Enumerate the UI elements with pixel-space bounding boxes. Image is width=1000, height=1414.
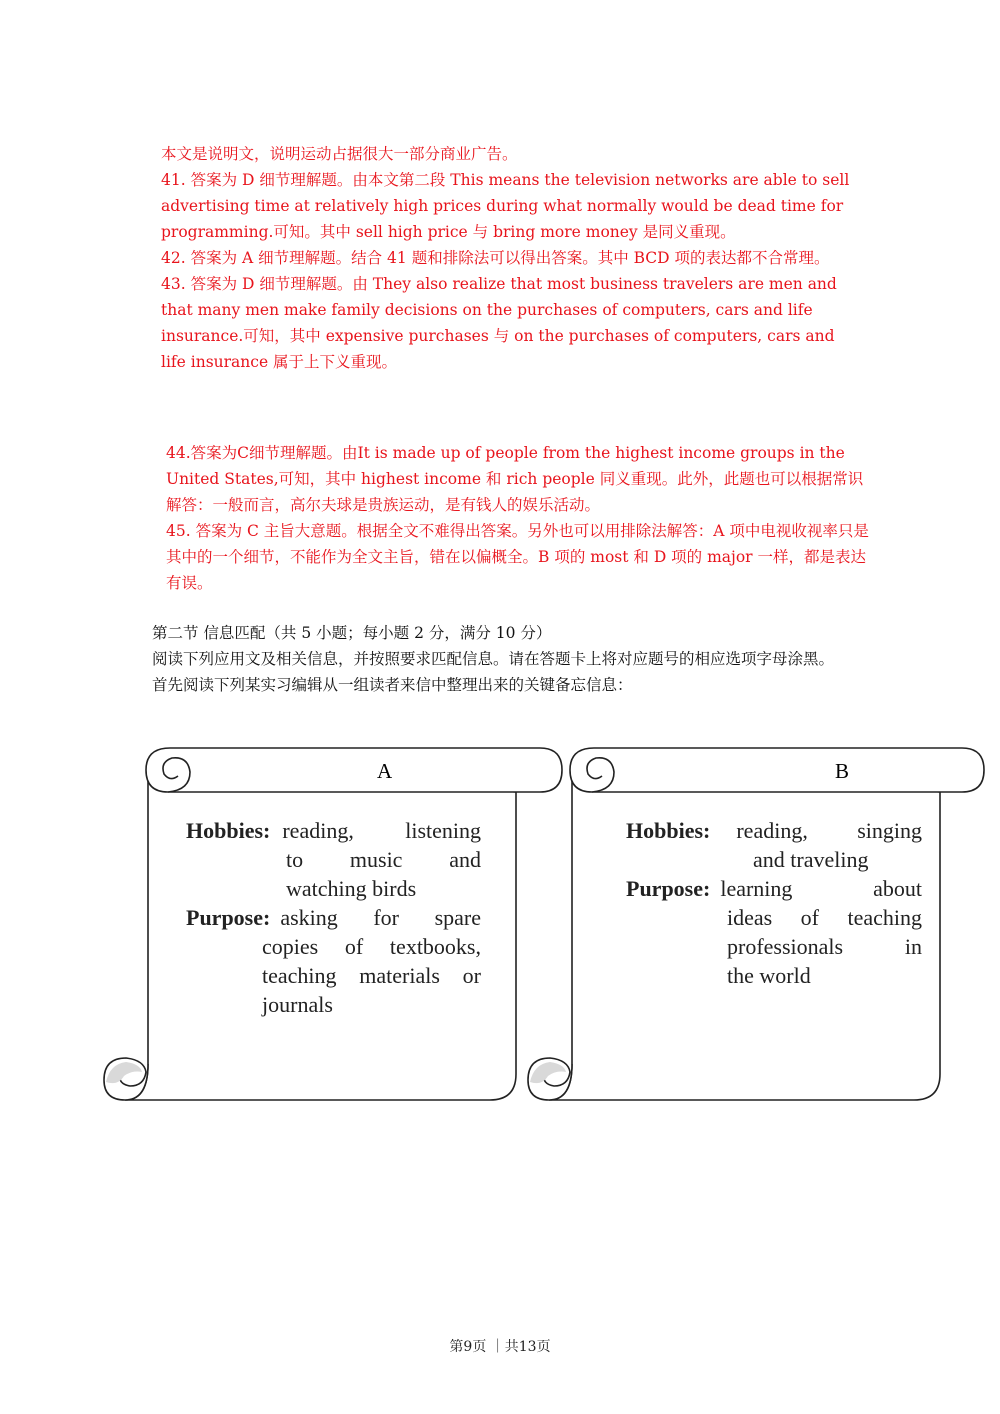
answer-41: 41. 答案为 D 细节理解题。由本文第二段 This means the television networks are able to sell advertising time at relatively high prices during what normally would be dead time for programming.可知。其中 sell high price 与 bring more money 是同义重现。 <box>161 171 850 241</box>
scroll-b-purpose-line-4: the world <box>727 963 811 988</box>
scroll-a-purpose-line-2: copies of textbooks, <box>262 934 481 959</box>
scroll-a-purpose-line-1: asking for spare <box>280 905 481 930</box>
scroll-b-purpose-line-3: professionals in <box>727 934 922 959</box>
scroll-a-hobbies-line-3: watching birds <box>286 876 417 901</box>
answer-45: 45. 答案为 C 主旨大意题。根据全文不难得出答案。另外也可以用排除法解答：A 项中电视收视率只是其中的一个细节，不能作为全文主旨，错在以偏概全。B 项的 most 和 D 项的 major 一样，都是表达有误。 <box>166 522 869 592</box>
scroll-a-content <box>186 816 481 1019</box>
answer-42: 42. 答案为 A 细节理解题。结合 41 题和排除法可以得出答案。其中 BCD 项的表达都不合常理。 <box>161 249 830 267</box>
scroll-a-letter: A <box>377 759 393 783</box>
answer-44: 44.答案为C细节理解题。由It is made up of people from the highest income groups in the United States,可知，其中 highest income 和 rich people 同义重现。此外，此题也可以根据常识解答：一般而言，高尔夫球是贵族运动，是有钱人的娱乐活动。 <box>166 444 864 514</box>
page-footer: 第9页 ｜共13页 <box>449 1339 551 1355</box>
answer-43: 43. 答案为 D 细节理解题。由 They also realize that most business travelers are men and that many men make family decisions on the purchases of computers, cars and life insurance.可知，其中 expensive purchases 与 on the purchases of computers, cars and life insurance 属于上下义重现。 <box>161 275 837 371</box>
scroll-a-purpose-label: Purpose: <box>186 905 271 930</box>
scroll-a-hobbies-line-2: to music and <box>286 847 481 872</box>
scroll-b-letter: B <box>835 759 850 783</box>
answer-intro: 本文是说明文，说明运动占据很大一部分商业广告。 <box>161 145 518 163</box>
scroll-b-top <box>570 748 984 792</box>
scroll-a-purpose-line-4: journals <box>262 992 333 1017</box>
scroll-a-hobbies-label: Hobbies: <box>186 818 271 843</box>
scroll-b-purpose-line-1: learning about <box>720 876 922 901</box>
scroll-a-hobbies-line-1: reading, listening <box>282 818 481 843</box>
section-instruction: 阅读下列应用文及相关信息，并按照要求匹配信息。请在答题卡上将对应题号的相应选项字母涂黑。 <box>152 650 835 668</box>
scroll-b-hobbies-line-2: and traveling <box>753 847 869 872</box>
section-heading: 第二节 信息匹配（共 5 小题；每小题 2 分，满分 10 分） <box>152 624 552 642</box>
scroll-b-hobbies-label: Hobbies: <box>626 818 711 843</box>
scroll-a-top <box>146 748 562 792</box>
scroll-b-purpose-line-2: ideas of teaching <box>727 905 922 930</box>
scroll-b-hobbies-line-1: reading, singing <box>736 818 922 843</box>
scroll-b-purpose-label: Purpose: <box>626 876 711 901</box>
scroll-a-purpose-line-3: teaching materials or <box>262 963 481 988</box>
scroll-b-content <box>626 816 922 990</box>
section-intro: 首先阅读下列某实习编辑从一组读者来信中整理出来的关键备忘信息： <box>152 676 633 694</box>
